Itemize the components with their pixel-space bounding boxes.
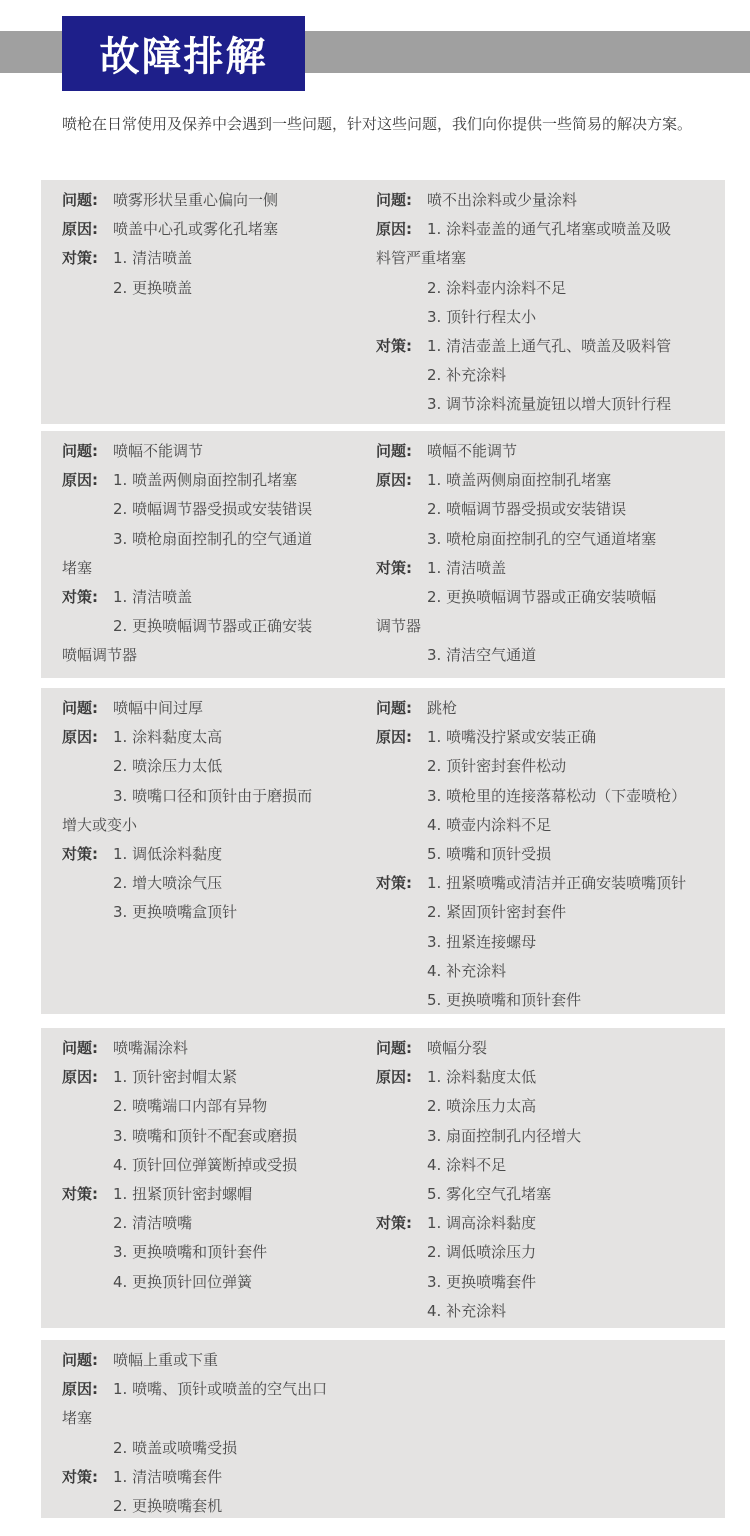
solution-label: 对策: [376,336,412,355]
entry-line-wrap [62,1404,362,1433]
entry-line-indent [62,898,362,927]
entry-text: 2. 喷幅调节器受损或安装错误 [427,500,627,519]
entry-text: 2. 紧固顶针密封套件 [427,903,567,922]
entry-text: 增大或变小 [62,815,138,834]
entry-text: 3. 更换喷嘴和顶针套件 [113,1243,268,1262]
solution-label: 对策: [376,874,412,893]
entry-text: 5. 更换喷嘴和顶针套件 [427,990,582,1009]
entry-line-indent [62,1434,362,1463]
entry-line-indent [62,1151,362,1180]
entry-line-indent [62,869,362,898]
problem-label: 问题: [62,699,98,717]
entry-text: 1. 喷盖两侧扇面控制孔堵塞 [113,471,298,490]
entry-line-indent [376,641,721,670]
entry-text: 2. 清洁喷嘴 [113,1214,193,1233]
problem-label: 问题: [62,1039,98,1057]
problem-label: 问题: [62,442,98,460]
entry-text: 2. 涂料壶内涂料不足 [427,278,567,297]
entry-text: 喷幅中间过厚 [113,699,204,717]
entry-text: 2. 补充涂料 [427,366,507,385]
entry-line-indent [376,986,721,1015]
entry-line-indent [62,782,362,811]
entry-text: 2. 喷幅调节器受损或安装错误 [113,500,313,519]
entry-line-indent [376,752,721,781]
entry-line-indent [376,390,721,419]
entry-text: 3. 扇面控制孔内径增大 [427,1126,582,1145]
entry-text: 喷幅不能调节 [113,442,204,460]
entry-text: 3. 喷枪扇面控制孔的空气通道堵塞 [427,529,657,548]
entry-text: 2. 顶针密封套件松动 [427,757,567,776]
entry-line-problem [376,437,721,466]
cause-label: 原因: [62,471,98,490]
cause-label: 原因: [376,471,412,490]
entry-text: 喷幅上重或下重 [113,1351,219,1369]
entry-line-problem [376,1034,721,1063]
entry-text: 1. 清洁喷盖 [113,587,193,606]
panel-col-right [376,437,721,671]
entry-text: 1. 清洁喷嘴套件 [113,1467,223,1486]
entry-text: 1. 清洁壶盖上通气孔、喷盖及吸料管 [427,336,672,355]
entry-text: 4. 喷壶内涂料不足 [427,815,552,834]
entry-text: 2. 更换喷幅调节器或正确安装喷幅 [427,587,657,606]
troubleshoot-panel-2 [41,431,725,678]
entry-line-indent [62,1238,362,1267]
entry-line-solution [376,554,721,583]
entry-text: 3. 更换喷嘴套件 [427,1272,537,1291]
entry-line-problem [376,186,721,215]
entry-text: 2. 更换喷幅调节器或正确安装 [113,617,313,636]
entry-line-indent [62,495,362,524]
entry-text: 2. 喷涂压力太低 [113,757,223,776]
problem-label: 问题: [376,191,412,209]
entry-text: 3. 喷嘴口径和顶针由于磨损而 [113,786,313,805]
entry-line-indent [376,1180,721,1209]
entry-line-problem [376,694,721,723]
troubleshoot-panel-3 [41,688,725,1014]
entry-line-solution [376,869,721,898]
entry-line-wrap [62,554,362,583]
entry-line-indent [62,1092,362,1121]
entry-text: 1. 扭紧喷嘴或清洁并正确安装喷嘴顶针 [427,874,687,893]
entry-line-indent [62,1209,362,1238]
entry-line-solution [376,1209,721,1238]
entry-line-indent [376,840,721,869]
entry-text: 1. 清洁喷盖 [427,558,507,577]
entry-text: 5. 喷嘴和顶针受损 [427,844,552,863]
entry-text: 2. 喷盖或喷嘴受损 [113,1438,238,1457]
entry-text: 3. 更换喷嘴盒顶针 [113,903,238,922]
entry-line-problem [62,694,362,723]
entry-text: 4. 补充涂料 [427,961,507,980]
entry-line-wrap [62,811,362,840]
entry-line-cause [62,1063,362,1092]
entry-line-problem [62,437,362,466]
troubleshoot-panel-1 [41,180,725,424]
entry-line-cause [62,466,362,495]
section-title: 故障排解 [62,16,305,91]
entry-line-solution [62,1463,362,1492]
entry-line-indent [376,957,721,986]
problem-label: 问题: [376,699,412,717]
entry-line-indent [376,583,721,612]
entry-line-indent [376,928,721,957]
entry-line-indent [62,1122,362,1151]
panel-col-left [62,694,362,928]
entry-line-indent [62,1268,362,1297]
entry-line-cause [376,723,721,752]
panel-col-right [376,186,721,420]
entry-text: 3. 喷枪里的连接落幕松动（下壶喷枪） [427,786,687,805]
entry-text: 喷盖中心孔或雾化孔堵塞 [113,220,279,239]
entry-line-problem [62,1346,362,1375]
entry-line-indent [376,1297,721,1326]
entry-text: 3. 调节涂料流量旋钮以增大顶针行程 [427,395,672,414]
entry-line-indent [376,495,721,524]
entry-line-indent [376,811,721,840]
entry-text: 调节器 [376,617,422,636]
entry-text: 1. 清洁喷盖 [113,249,193,268]
entry-text: 3. 清洁空气通道 [427,646,537,665]
panel-col-left [62,437,362,671]
entry-text: 4. 顶针回位弹簧断掉或受损 [113,1155,298,1174]
entry-line-indent [376,898,721,927]
solution-label: 对策: [62,844,98,863]
problem-label: 问题: [62,1351,98,1369]
entry-text: 2. 喷涂压力太高 [427,1097,537,1116]
panel-col-right [376,1034,721,1326]
entry-text: 3. 喷枪扇面控制孔的空气通道 [113,529,313,548]
panel-col-right [376,694,721,1015]
entry-text: 喷不出涂料或少量涂料 [427,191,578,209]
solution-label: 对策: [62,1467,98,1486]
cause-label: 原因: [376,728,412,747]
entry-text: 喷幅不能调节 [427,442,518,460]
entry-text: 1. 调低涂料黏度 [113,844,223,863]
entry-text: 1. 涂料黏度太低 [427,1068,537,1087]
entry-line-wrap [376,612,721,641]
entry-text: 喷幅分裂 [427,1039,488,1057]
entry-line-solution [62,244,362,273]
entry-text: 2. 调低喷涂压力 [427,1243,537,1262]
entry-line-problem [62,1034,362,1063]
problem-label: 问题: [376,442,412,460]
entry-line-solution [62,583,362,612]
panel-col-left [62,186,362,303]
entry-text: 1. 喷嘴没拧紧或安装正确 [427,728,597,747]
entry-line-solution [376,332,721,361]
entry-line-cause [62,723,362,752]
entry-line-problem [62,186,362,215]
entry-line-indent [376,782,721,811]
solution-label: 对策: [376,558,412,577]
intro-paragraph: 喷枪在日常使用及保养中会遇到一些问题，针对这些问题，我们向你提供一些简易的解决方案。 [62,115,693,133]
entry-line-indent [376,1122,721,1151]
entry-line-indent [376,1238,721,1267]
entry-line-indent [376,274,721,303]
entry-text: 1. 涂料黏度太高 [113,728,223,747]
entry-text: 1. 调高涂料黏度 [427,1214,537,1233]
panel-col-left [62,1346,362,1521]
entry-line-indent [62,1492,362,1521]
problem-label: 问题: [376,1039,412,1057]
entry-line-wrap [62,641,362,670]
problem-label: 问题: [62,191,98,209]
entry-text: 4. 更换顶针回位弹簧 [113,1272,253,1291]
entry-text: 3. 喷嘴和顶针不配套或磨损 [113,1126,298,1145]
troubleshoot-panel-4 [41,1028,725,1328]
entry-text: 2. 更换喷嘴套机 [113,1496,223,1515]
troubleshoot-panel-5 [41,1340,725,1518]
entry-text: 喷雾形状呈重心偏向一侧 [113,191,279,209]
entry-text: 堵塞 [62,1409,93,1428]
entry-text: 1. 喷嘴、顶针或喷盖的空气出口 [113,1380,328,1399]
entry-text: 4. 涂料不足 [427,1155,507,1174]
entry-line-indent [62,752,362,781]
entry-line-cause [376,466,721,495]
cause-label: 原因: [62,220,98,239]
cause-label: 原因: [376,220,412,239]
entry-line-wrap [376,244,721,273]
entry-text: 5. 雾化空气孔堵塞 [427,1184,552,1203]
entry-line-cause [62,215,362,244]
cause-label: 原因: [376,1068,412,1087]
entry-text: 堵塞 [62,558,93,577]
entry-line-solution [62,1180,362,1209]
entry-text: 1. 涂料壶盖的通气孔堵塞或喷盖及吸 [427,220,672,239]
entry-line-indent [376,1092,721,1121]
entry-text: 2. 更换喷盖 [113,278,193,297]
entry-text: 料管严重堵塞 [376,249,467,268]
entry-line-cause [376,215,721,244]
entry-text: 1. 喷盖两侧扇面控制孔堵塞 [427,471,612,490]
entry-line-indent [376,361,721,390]
entry-text: 1. 扭紧顶针密封螺帽 [113,1184,253,1203]
cause-label: 原因: [62,1068,98,1087]
entry-text: 2. 喷嘴端口内部有异物 [113,1097,268,1116]
entry-line-indent [62,274,362,303]
entry-line-indent [62,525,362,554]
panel-col-left [62,1034,362,1297]
entry-text: 跳枪 [427,699,458,717]
solution-label: 对策: [376,1214,412,1233]
entry-line-indent [376,525,721,554]
solution-label: 对策: [62,587,98,606]
entry-text: 4. 补充涂料 [427,1301,507,1320]
entry-text: 2. 增大喷涂气压 [113,874,223,893]
entry-line-indent [376,1151,721,1180]
cause-label: 原因: [62,728,98,747]
cause-label: 原因: [62,1380,98,1399]
entry-line-cause [62,1375,362,1404]
entry-text: 3. 顶针行程太小 [427,307,537,326]
entry-text: 1. 顶针密封帽太紧 [113,1068,238,1087]
entry-text: 喷幅调节器 [62,646,138,665]
entry-line-indent [376,1268,721,1297]
entry-line-cause [376,1063,721,1092]
entry-line-indent [62,612,362,641]
solution-label: 对策: [62,249,98,268]
entry-text: 3. 扭紧连接螺母 [427,932,537,951]
entry-text: 喷嘴漏涂料 [113,1039,189,1057]
solution-label: 对策: [62,1184,98,1203]
entry-line-solution [62,840,362,869]
entry-line-indent [376,303,721,332]
